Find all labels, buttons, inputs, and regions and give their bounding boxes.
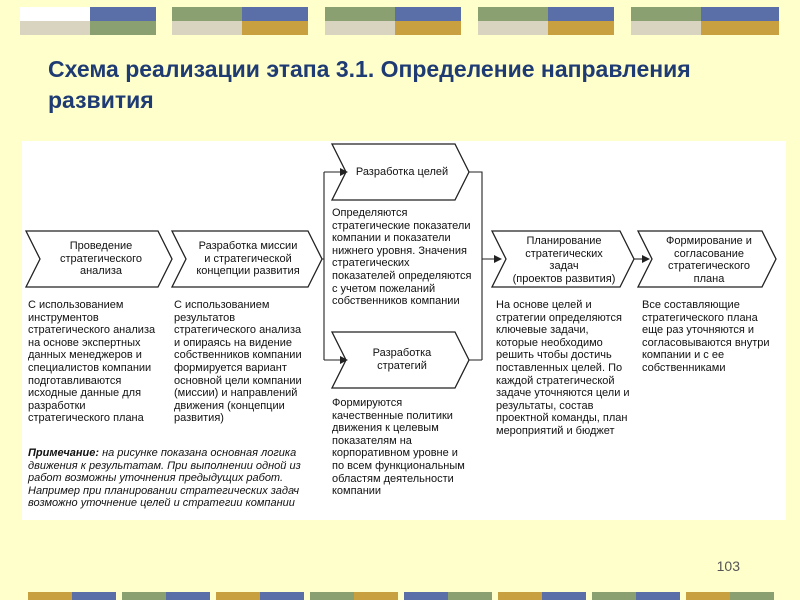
stage-label-tasks: Планирование стратегических задач (проектов развития) xyxy=(512,235,616,285)
stage-description-plan: Все составляющие стратегического плана еще раз уточняются и согласовываются внутри компании и с ее собственниками xyxy=(642,299,770,374)
deco-tile xyxy=(631,7,779,35)
deco-tile xyxy=(122,592,166,600)
deco-tile xyxy=(260,592,304,600)
deco-tile xyxy=(20,7,156,35)
deco-tile xyxy=(28,592,72,600)
stage-label-analysis: Проведение стратегического анализа xyxy=(59,240,142,278)
deco-tile xyxy=(166,592,210,600)
note-text: на рисунке показана основная логика движения к результатам. При выполнении одной из работ возможны уточнения предыдущих работ. Например при планировании стратегических задач возможно уточнение целей и стратегии компании xyxy=(28,447,301,510)
deco-tile xyxy=(354,592,398,600)
diagram-panel xyxy=(22,141,786,520)
deco-tile xyxy=(325,7,461,35)
stage-label-goals: Разработка целей xyxy=(355,166,449,178)
deco-tile xyxy=(542,592,586,600)
deco-tile xyxy=(404,592,448,600)
deco-tile xyxy=(478,7,614,35)
stage-label-mission: Разработка миссии и стратегической концепции развития xyxy=(196,240,300,278)
deco-tile xyxy=(448,592,492,600)
deco-tile xyxy=(172,7,308,35)
note-label: Примечание: xyxy=(28,447,100,459)
arrowhead xyxy=(494,255,502,263)
page-number: 103 xyxy=(716,558,740,574)
stage-description-tasks: На основе целей и стратегии определяются ключевые задачи, которые необходимо решить чтобы достичь поставленных целей. По каждой стратегической задаче уточняются цели и результаты, состав проектной команды, план мероприятий и бюджет xyxy=(496,299,630,437)
deco-tile xyxy=(498,592,542,600)
arrowhead xyxy=(642,255,650,263)
diagram-note xyxy=(28,447,318,510)
deco-tile xyxy=(686,592,730,600)
page-title: Схема реализации этапа 3.1. Определение направления развития xyxy=(48,56,691,113)
stage-description-strategies: Формируются качественные политики движения к целевым показателям на корпоративном уровне и по всем функциональным областям деятельности компании xyxy=(332,397,465,498)
stage-description-goals: Определяются стратегические показатели компании и показатели нижнего уровня. Значения стратегических показателей определяются с учетом пожеланий собственников компании xyxy=(332,207,472,308)
deco-tile xyxy=(310,592,354,600)
deco-tile xyxy=(216,592,260,600)
stage-description-analysis: С использованием инструментов стратегического анализа на основе экспертных данных менеджеров и специалистов компании подготавливаются исходные данные для разработки стратегического плана xyxy=(28,299,156,425)
deco-tile xyxy=(72,592,116,600)
deco-tile xyxy=(730,592,774,600)
deco-tile xyxy=(592,592,636,600)
stage-description-mission: С использованием результатов стратегического анализа и опираясь на видение собственников компании формируется вариант основной цели компании (миссии) и направлений движения (концепции развития) xyxy=(174,299,302,425)
stage-label-strategies: Разработка стратегий xyxy=(372,347,432,372)
stage-label-plan: Формирование и согласование стратегического плана xyxy=(666,235,752,285)
deco-tile xyxy=(636,592,680,600)
